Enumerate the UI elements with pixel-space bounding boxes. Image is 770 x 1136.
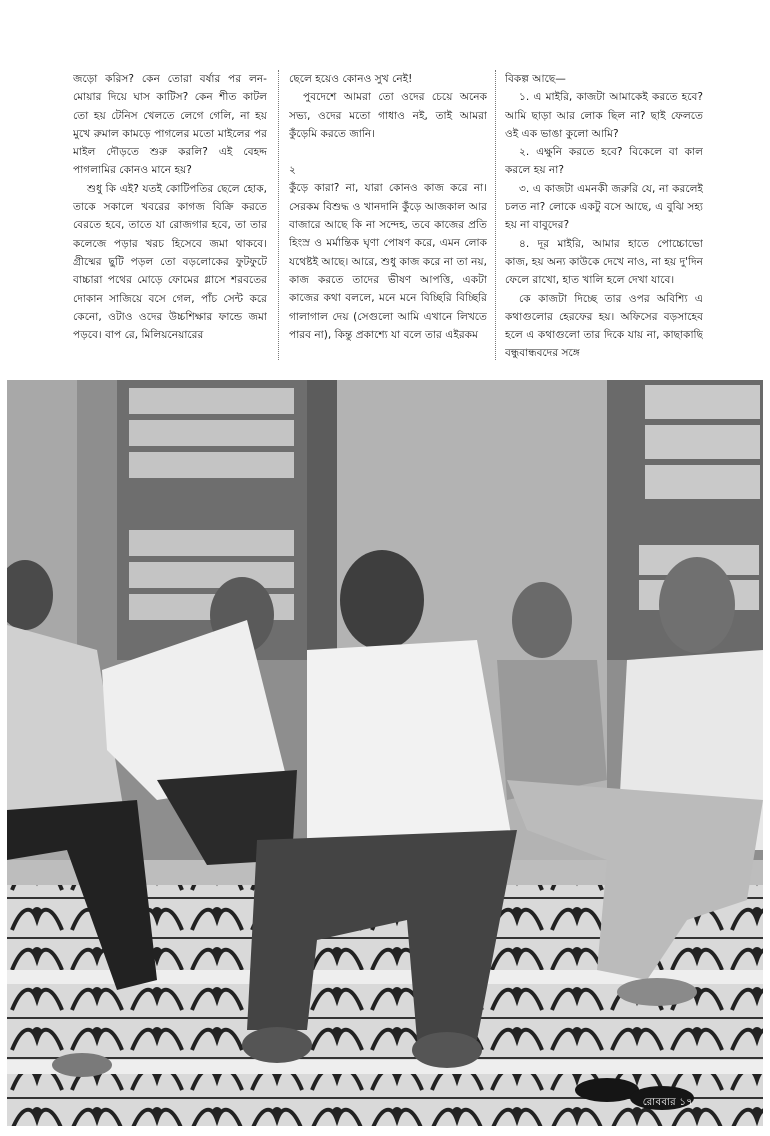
section-number: ২ [289,164,296,177]
paragraph: পুবদেশে আমরা তো ওদের চেয়ে অনেক সভ্য, ওদের মতো গাধাও নই, তাই আমরা কুঁড়েমি করতে জানি। [289,91,487,140]
paragraph: কে কাজটা দিচ্ছে তার ওপর অবিশ্যি এ কথাগুলোর হেরফের হয়। অফিসের বড়সাহেব হলে এ কথাগুলো তার দিকে যায় না, কাছাকাছি বন্ধুবান্ধবদের সঙ্গে [505,292,703,360]
page-folio: রোববার ১৭ [642,1097,693,1108]
list-item: ৩. এ কাজটা এমনকী জরুরি যে, না করলেই চলত না? লোকে একটু বসে আছে, এ বুঝি সহ্য হয় না বাবুদের? [505,182,703,232]
paragraph: কুঁড়ে কারা? না, যারা কোনও কাজ করে না। সেরকম বিশুদ্ধ ও খানদানি কুঁড়ে আজকাল আর বাজারে আছে কি না সন্দেহ, তবে কাজের প্রতি হিংস্র ও মর্মান্তিক ঘৃণা পোষণ করে, এমন লোক যথেষ্টই আছে। আরে, শুধু কাজ করে না তা নয়, কাজ করতে তাদের ভীষণ আপত্তি, একটা কাজের কথা বললে, মনে মনে বিচ্ছিরি বিচ্ছিরি গালাগাল দেয় (সেগুলো আমি এখানে লিখতে পারব না), কিন্তু প্রকাশ্যে যা বলে তার এইরকম [289,182,487,341]
photograph [7,380,763,1126]
column-divider [278,70,279,360]
sandal-icon [575,1078,639,1102]
list-item: ৪. দূর মাইরি, আমার হাতে পোচ্চোভো কাজ, হয় অন্য কাউকে দেখে নাও, না হয় দু'দিন ফেলে রাখো, হাত খালি হলে দেখা যাবে। [505,237,703,287]
photo-scene [7,380,763,1126]
article-column-2 [289,70,487,360]
paragraph: জড়ো করিস? কেন তোরা বর্ষার পর লন-মোয়ার দিয়ে ঘাস কাটিস? কেন শীত কাটল তো হয় টেনিস খেলতে লেগে গেলি, না হয় মুখে রুমাল কামড়ে পাগলের মতো মাইলের পর মাইল দৌড়তে শুরু করলি? এই বেহদ্দ পাগলামির কোনও মানে হয়? [73,73,267,177]
list-item: ১. এ মাইরি, কাজটা আমাকেই করতে হবে? আমি ছাড়া আর লোক ছিল না? ছাই ফেলতে ওই এক ভাঙা কুলো আমি? [505,91,703,140]
article-column-3 [505,70,703,360]
paragraph: বিকল্প আছে— [505,73,566,85]
paragraph: শুধু কি এই? যতই কোটিপতির ছেলে হোক, তাকে সকালে খবরের কাগজ বিক্রি করতে বেরতে হবে, তাতে যা রোজগার হবে, তা তার কলেজে পড়ার খরচ হিসেবে জমা থাকবে। গ্রীষ্মের ছুটি পড়ল তো বড়লোকের ফুটফুটে বাচ্চারা পথের মোড়ে ফোমের গ্লাসে শরবতের দোকান সাজিয়ে বসে গেল, পাঁচ সেন্ট করে কেনো, ওটাও ওদের উচ্চশিক্ষার ফান্ডে জমা পড়বে। বাপ রে, মিলিয়নেয়ারের [73,182,267,342]
column-divider [495,70,496,360]
paragraph: ছেলে হয়েও কোনও সুখ নেই! [289,73,413,85]
list-item: ২. এক্ষুনি করতে হবে? বিকেলে বা কাল করলে হয় না? [505,146,703,177]
article-column-1 [73,70,267,360]
